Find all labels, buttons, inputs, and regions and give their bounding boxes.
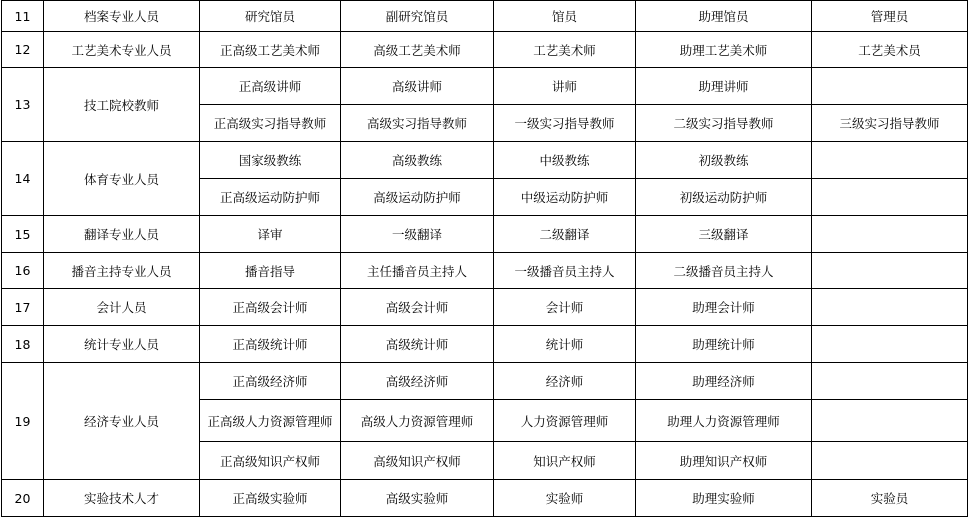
- title-level-cell: 正高级人力资源管理师: [200, 400, 341, 442]
- title-level-cell: 正高级讲师: [200, 68, 341, 105]
- title-level-cell: 播音指导: [200, 253, 341, 289]
- table-row: [2, 32, 968, 68]
- title-level-cell: 正高级会计师: [200, 289, 341, 326]
- table-row: [2, 363, 968, 400]
- title-level-cell: 二级翻译: [494, 216, 636, 253]
- title-level-cell: 助理实验师: [636, 480, 812, 517]
- title-level-cell: 高级运动防护师: [341, 179, 494, 216]
- table-row: [2, 68, 968, 105]
- title-level-cell: 工艺美术员: [812, 32, 968, 68]
- title-level-cell: [812, 216, 968, 253]
- category-cell: 技工院校教师: [44, 68, 200, 142]
- title-level-cell: 主任播音员主持人: [341, 253, 494, 289]
- table-body: [2, 1, 968, 517]
- title-level-cell: 知识产权师: [494, 442, 636, 480]
- title-level-cell: 研究馆员: [200, 1, 341, 32]
- title-level-cell: 一级播音员主持人: [494, 253, 636, 289]
- title-level-cell: [812, 142, 968, 179]
- title-level-cell: 副研究馆员: [341, 1, 494, 32]
- title-level-cell: 高级实验师: [341, 480, 494, 517]
- title-level-cell: 高级教练: [341, 142, 494, 179]
- table-row: [2, 1, 968, 32]
- title-level-cell: 高级工艺美术师: [341, 32, 494, 68]
- title-level-cell: 助理工艺美术师: [636, 32, 812, 68]
- title-level-cell: 统计师: [494, 326, 636, 363]
- title-level-cell: 正高级经济师: [200, 363, 341, 400]
- title-level-cell: 二级实习指导教师: [636, 105, 812, 142]
- title-level-cell: [812, 179, 968, 216]
- title-level-cell: 助理馆员: [636, 1, 812, 32]
- category-cell: 档案专业人员: [44, 1, 200, 32]
- category-cell: 统计专业人员: [44, 326, 200, 363]
- title-level-cell: [812, 363, 968, 400]
- table-row: [2, 142, 968, 179]
- title-level-cell: 正高级实验师: [200, 480, 341, 517]
- category-cell: 工艺美术专业人员: [44, 32, 200, 68]
- table-row: [2, 480, 968, 517]
- title-level-cell: 会计师: [494, 289, 636, 326]
- title-level-cell: 高级会计师: [341, 289, 494, 326]
- title-level-cell: 初级运动防护师: [636, 179, 812, 216]
- title-level-cell: 正高级运动防护师: [200, 179, 341, 216]
- title-level-cell: 助理会计师: [636, 289, 812, 326]
- row-number-cell: 14: [2, 142, 44, 216]
- table-row: [2, 216, 968, 253]
- title-level-cell: 正高级实习指导教师: [200, 105, 341, 142]
- title-level-cell: 正高级统计师: [200, 326, 341, 363]
- title-level-cell: 助理知识产权师: [636, 442, 812, 480]
- title-level-cell: 三级翻译: [636, 216, 812, 253]
- row-number-cell: 15: [2, 216, 44, 253]
- title-level-cell: 中级教练: [494, 142, 636, 179]
- row-number-cell: 20: [2, 480, 44, 517]
- title-level-cell: [812, 326, 968, 363]
- title-level-cell: 中级运动防护师: [494, 179, 636, 216]
- title-level-cell: 实验师: [494, 480, 636, 517]
- title-level-cell: 经济师: [494, 363, 636, 400]
- title-level-cell: 正高级知识产权师: [200, 442, 341, 480]
- title-level-cell: 高级知识产权师: [341, 442, 494, 480]
- title-level-cell: 讲师: [494, 68, 636, 105]
- title-level-cell: 馆员: [494, 1, 636, 32]
- table-row: [2, 289, 968, 326]
- title-level-cell: 三级实习指导教师: [812, 105, 968, 142]
- table-row: [2, 326, 968, 363]
- title-level-cell: 译审: [200, 216, 341, 253]
- title-level-cell: 一级实习指导教师: [494, 105, 636, 142]
- row-number-cell: 18: [2, 326, 44, 363]
- category-cell: 经济专业人员: [44, 363, 200, 480]
- title-level-cell: 助理人力资源管理师: [636, 400, 812, 442]
- row-number-cell: 11: [2, 1, 44, 32]
- title-level-cell: 助理统计师: [636, 326, 812, 363]
- title-level-cell: 一级翻译: [341, 216, 494, 253]
- title-level-cell: 高级经济师: [341, 363, 494, 400]
- title-level-cell: [812, 68, 968, 105]
- row-number-cell: 12: [2, 32, 44, 68]
- row-number-cell: 17: [2, 289, 44, 326]
- professional-title-table: [1, 0, 968, 517]
- category-cell: 播音主持专业人员: [44, 253, 200, 289]
- title-level-cell: 初级教练: [636, 142, 812, 179]
- title-level-cell: 二级播音员主持人: [636, 253, 812, 289]
- title-level-cell: [812, 442, 968, 480]
- row-number-cell: 19: [2, 363, 44, 480]
- row-number-cell: 16: [2, 253, 44, 289]
- row-number-cell: 13: [2, 68, 44, 142]
- title-level-cell: 高级实习指导教师: [341, 105, 494, 142]
- category-cell: 翻译专业人员: [44, 216, 200, 253]
- category-cell: 体育专业人员: [44, 142, 200, 216]
- title-level-cell: 助理讲师: [636, 68, 812, 105]
- title-level-cell: 工艺美术师: [494, 32, 636, 68]
- title-level-cell: [812, 253, 968, 289]
- title-level-cell: 正高级工艺美术师: [200, 32, 341, 68]
- title-level-cell: 管理员: [812, 1, 968, 32]
- title-level-cell: 高级统计师: [341, 326, 494, 363]
- title-level-cell: 高级讲师: [341, 68, 494, 105]
- table-row: [2, 253, 968, 289]
- title-level-cell: 助理经济师: [636, 363, 812, 400]
- title-level-cell: 高级人力资源管理师: [341, 400, 494, 442]
- category-cell: 实验技术人才: [44, 480, 200, 517]
- title-level-cell: 人力资源管理师: [494, 400, 636, 442]
- title-level-cell: [812, 400, 968, 442]
- title-level-cell: 国家级教练: [200, 142, 341, 179]
- category-cell: 会计人员: [44, 289, 200, 326]
- title-level-cell: 实验员: [812, 480, 968, 517]
- title-level-cell: [812, 289, 968, 326]
